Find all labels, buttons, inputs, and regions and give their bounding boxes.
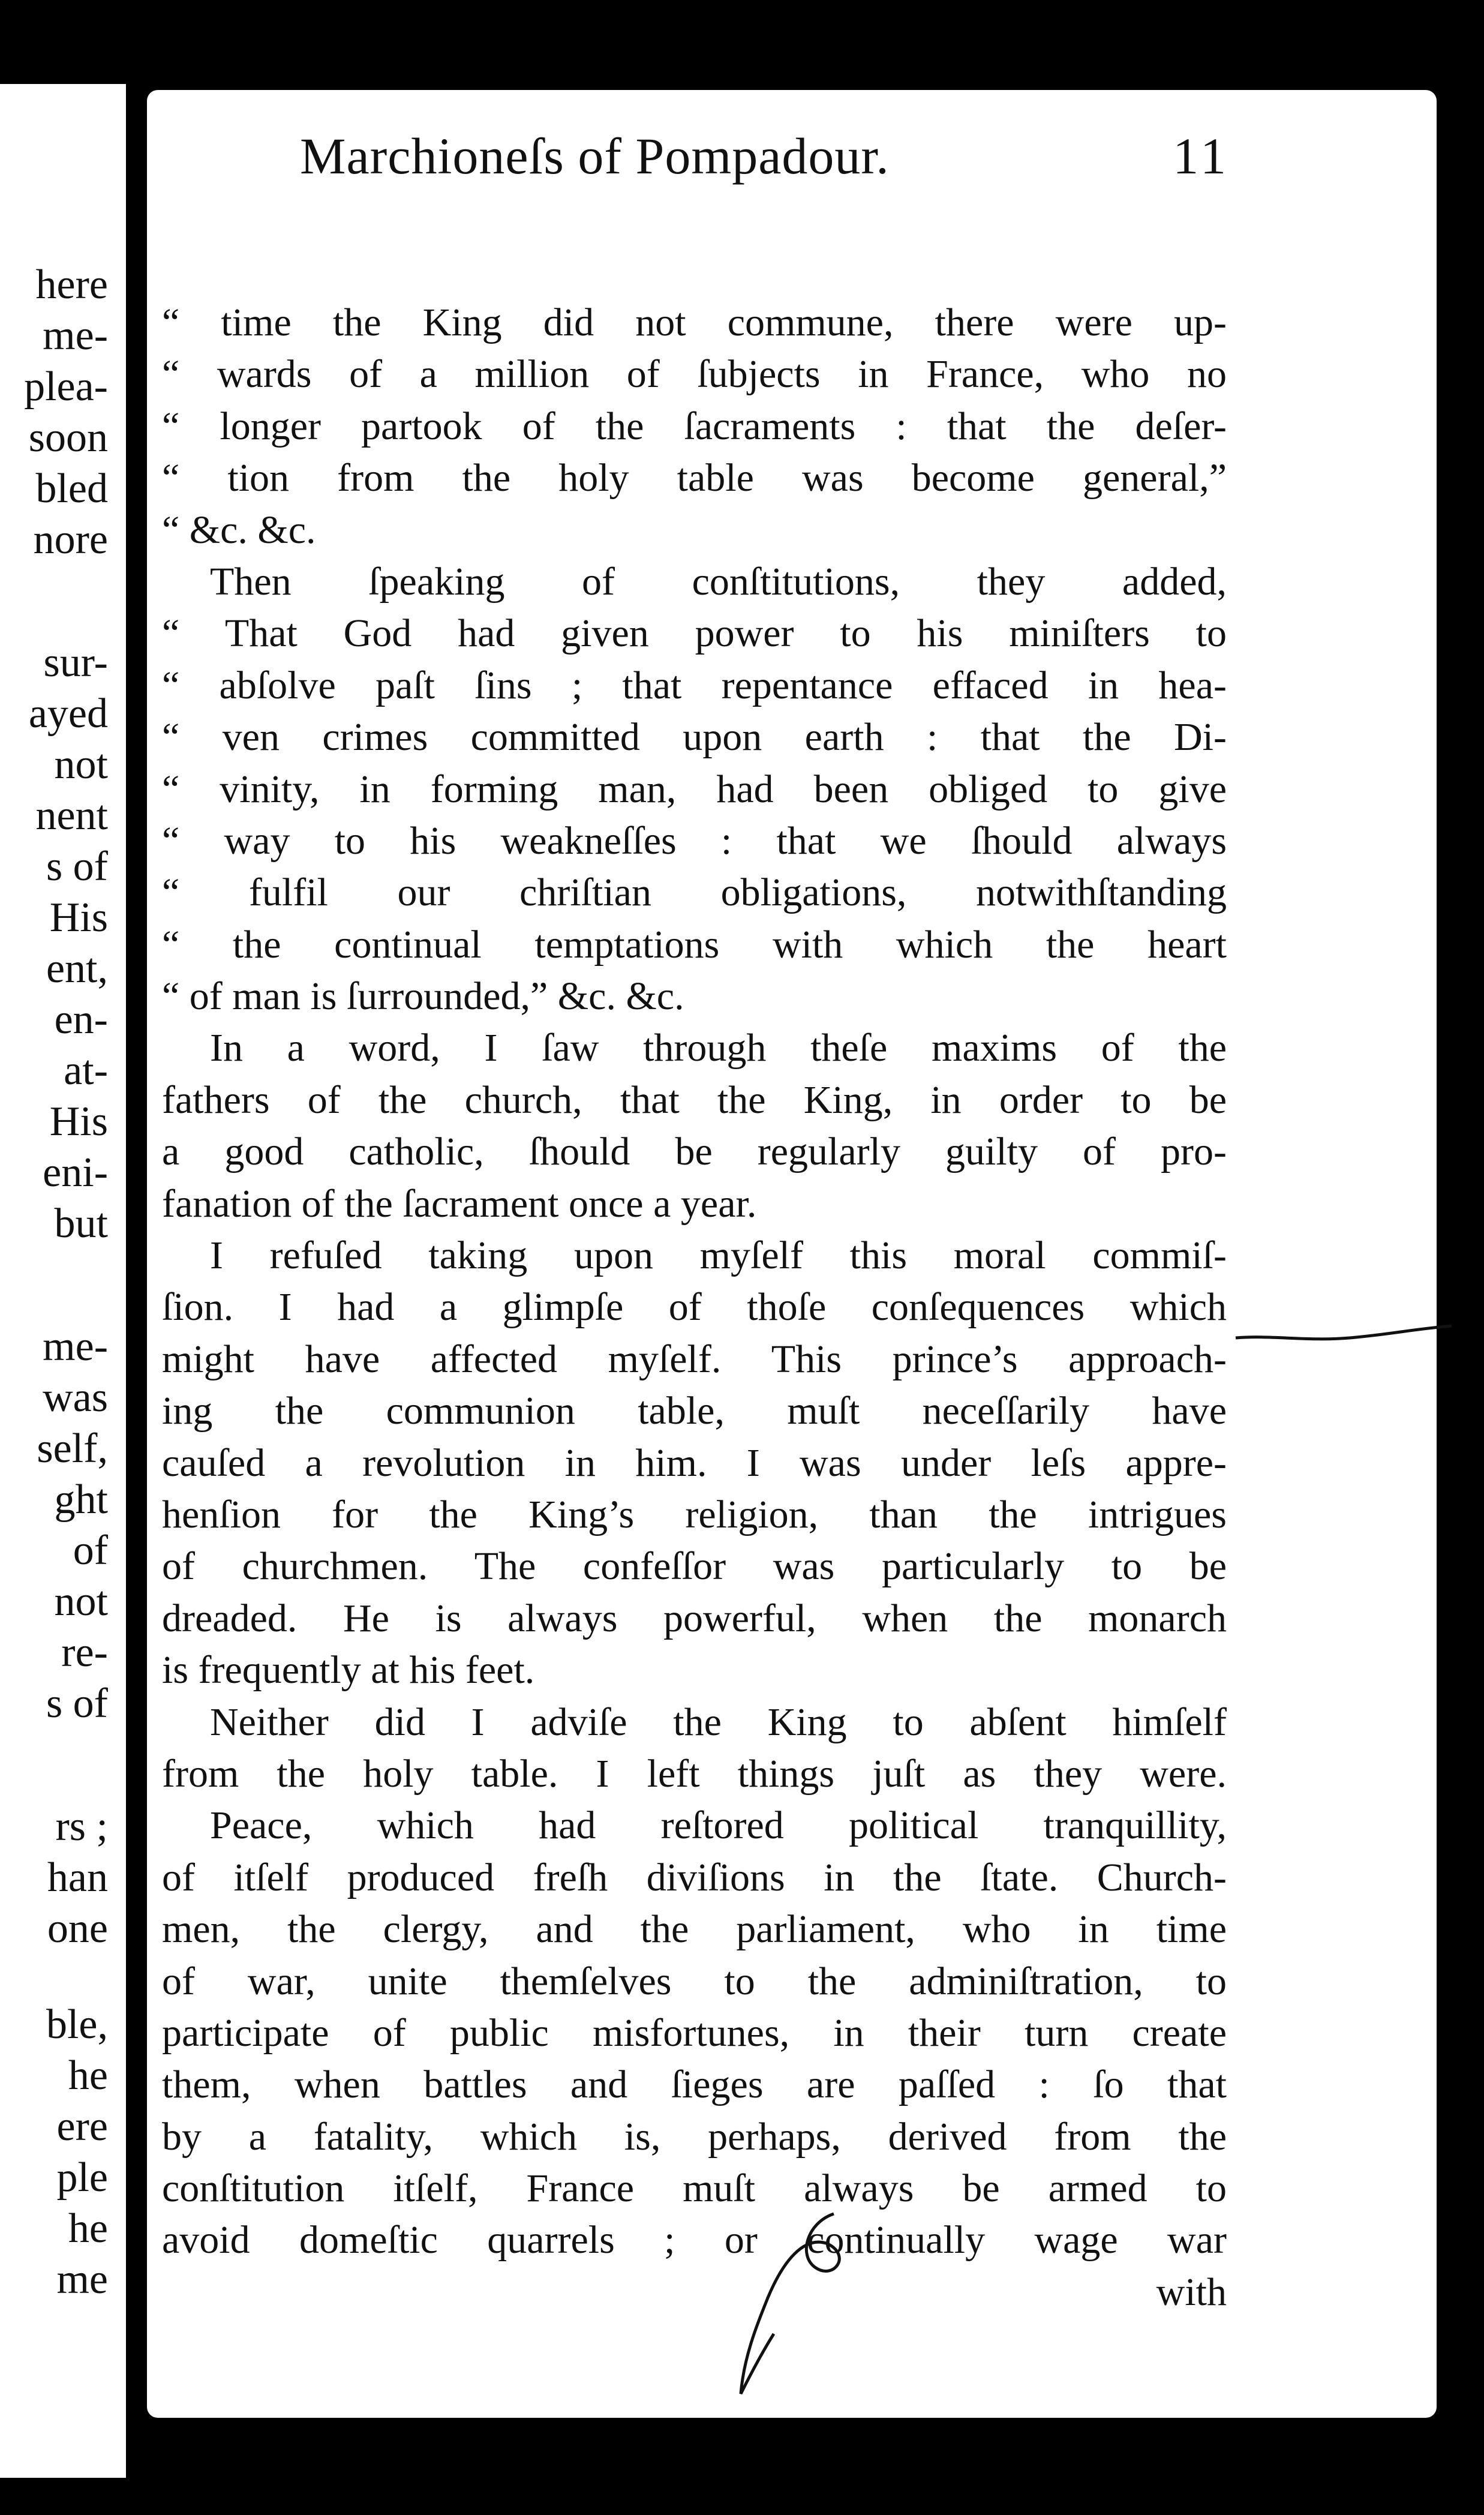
text-line: of churchmen. The confeſſor was particularly to be	[162, 1544, 1227, 1589]
adjacent-page-fragment: s of	[46, 1680, 108, 1727]
text-line: “ wards of a million of ſubjects in France, who no	[162, 352, 1227, 397]
adjacent-page-fragment: but	[54, 1201, 108, 1247]
text-line: cauſed a revolution in him. I was under leſs appre-	[162, 1440, 1227, 1485]
adjacent-page-fragment: ent,	[46, 946, 108, 992]
text-line: “ ven crimes committed upon earth : that the Di-	[162, 715, 1227, 760]
text-line: a good catholic, ſhould be regularly guilty of pro-	[162, 1130, 1227, 1174]
text-line: fanation of the ſacrament once a year.	[162, 1181, 757, 1226]
adjacent-page-fragment: en-	[54, 997, 108, 1043]
text-line: “ &c. &c.	[162, 508, 316, 552]
text-line: “ the continual temptations with which the heart	[162, 922, 1227, 967]
page-number: 11	[1173, 127, 1230, 185]
adjacent-page-fragment: nent	[35, 793, 108, 839]
bottom-pen-stroke	[741, 2214, 839, 2394]
text-line: In a word, I ſaw through theſe maxims of the	[210, 1026, 1227, 1070]
text-line: by a fatality, which is, perhaps, derived from the	[162, 2114, 1227, 2159]
text-line: of itſelf produced freſh diviſions in the ſtate. Church-	[162, 1855, 1227, 1899]
adjacent-page-fragment: rs ;	[55, 1803, 108, 1850]
margin-pen-stroke	[1236, 1326, 1452, 1339]
text-line: participate of public misfortunes, in their turn create	[162, 2010, 1227, 2055]
text-line: “ of man is ſurrounded,” &c. &c.	[162, 974, 684, 1019]
adjacent-page-fragment: ble,	[46, 2001, 108, 2048]
text-line: “ tion from the holy table was become general,”	[162, 456, 1227, 500]
adjacent-page-fragment: ple	[56, 2154, 108, 2201]
adjacent-page-fragment: not	[54, 742, 108, 788]
adjacent-page-fragment: nore	[33, 517, 108, 563]
adjacent-page-fragment: was	[43, 1374, 108, 1421]
text-line: “ fulfil our chriſtian obligations, notwithſtanding	[162, 871, 1227, 915]
text-line: them, when battles and ſieges are paſſed : ſo that	[162, 2063, 1227, 2107]
adjacent-page-fragment: eni-	[43, 1150, 108, 1196]
text-line: of war, unite themſelves to the adminiſtration, to	[162, 1959, 1227, 2003]
adjacent-page-fragment: re-	[61, 1629, 108, 1676]
adjacent-page-fragment: me-	[43, 313, 108, 359]
text-line: dreaded. He is always powerful, when the monarch	[162, 1596, 1227, 1640]
adjacent-page-fragment: ayed	[28, 691, 108, 737]
text-line: Neither did I adviſe the King to abſent himſelf	[210, 1700, 1227, 1744]
text-line: “ That God had given power to his miniſters to	[162, 611, 1227, 656]
adjacent-page-fragment: he	[68, 2052, 108, 2099]
adjacent-page-fragment: here	[35, 262, 108, 308]
adjacent-page-fragment: bled	[35, 466, 108, 512]
adjacent-page-fragment: ght	[54, 1476, 108, 1523]
adjacent-page-fragment: soon	[28, 415, 108, 461]
text-line: men, the clergy, and the parliament, who in time	[162, 1907, 1227, 1952]
adjacent-page-fragment: me	[56, 2256, 108, 2303]
text-line: is frequently at his feet.	[162, 1648, 535, 1692]
adjacent-page-fragment: not	[54, 1578, 108, 1625]
adjacent-page-fragment: at-	[64, 1048, 108, 1094]
text-line: “ time the King did not commune, there were up-	[162, 301, 1227, 344]
adjacent-page-fragment: self,	[37, 1425, 108, 1472]
text-line: fathers of the church, that the King, in order to be	[162, 1078, 1227, 1122]
text-line: might have affected myſelf. This prince’s approach-	[162, 1337, 1227, 1381]
adjacent-page-fragment: me-	[43, 1323, 108, 1370]
catchword: with	[1156, 2270, 1227, 2314]
text-line: “ longer partook of the ſacraments : that the deſer-	[162, 404, 1227, 448]
adjacent-page-fragment: His	[49, 1099, 108, 1145]
text-line: avoid domeſtic quarrels ; or continually wage war	[162, 2218, 1227, 2262]
running-title: Marchioneſs of Pompadour.	[300, 127, 890, 185]
text-line: “ abſolve paſt ſins ; that repentance effaced in hea-	[162, 663, 1227, 707]
adjacent-page-fragment: of	[73, 1527, 108, 1574]
text-line: “ way to his weakneſſes : that we ſhould always	[162, 818, 1227, 863]
adjacent-page-fragment: one	[47, 1905, 108, 1952]
text-line: henſion for the King’s religion, than the intrigues	[162, 1492, 1227, 1536]
adjacent-page-fragment: han	[47, 1854, 108, 1901]
adjacent-page-fragment: he	[68, 2205, 108, 2252]
text-line: from the holy table. I left things juſt as they were.	[162, 1751, 1227, 1796]
text-line: ſion. I had a glimpſe of thoſe conſequences which	[162, 1285, 1227, 1329]
adjacent-page-fragment: His	[49, 895, 108, 941]
text-line: conſtitution itſelf, France muſt always be armed to	[162, 2166, 1227, 2211]
text-line: Then ſpeaking of conſtitutions, they added,	[210, 559, 1227, 604]
adjacent-page-fragment: sur-	[43, 640, 108, 686]
adjacent-page-fragment: s of	[46, 844, 108, 890]
adjacent-page-fragment: ere	[56, 2103, 108, 2150]
text-line: “ vinity, in forming man, had been obliged to give	[162, 767, 1227, 811]
text-line: Peace, which had reſtored political tranquillity,	[210, 1803, 1227, 1848]
adjacent-page-fragment: plea-	[24, 364, 108, 410]
text-line: I refuſed taking upon myſelf this moral commiſ-	[210, 1234, 1227, 1278]
text-line: ing the communion table, muſt neceſſarily have	[162, 1389, 1227, 1433]
